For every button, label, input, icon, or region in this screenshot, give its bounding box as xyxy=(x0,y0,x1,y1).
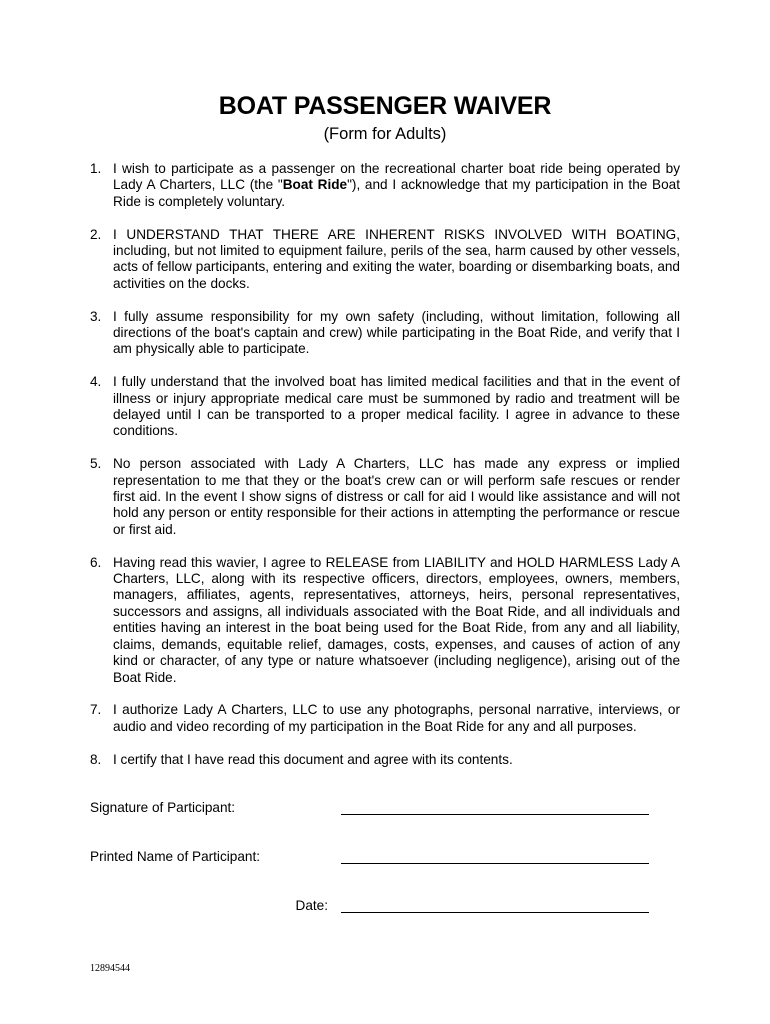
clause-2 xyxy=(90,227,680,293)
clause-text-part: "), and I acknowledge that my participation in the Boat Ride is completely voluntary. xyxy=(113,177,680,209)
document-id: 12894544 xyxy=(90,963,130,974)
clause-text xyxy=(113,161,680,209)
clause-number: 3. xyxy=(90,308,102,324)
clause-6 xyxy=(90,555,680,686)
clause-1 xyxy=(90,161,680,210)
date-label: Date: xyxy=(295,898,328,913)
clause-number: 6. xyxy=(90,554,102,570)
printed-name-label: Printed Name of Participant: xyxy=(90,849,261,864)
clause-number: 4. xyxy=(90,374,102,390)
clause-5 xyxy=(90,456,680,538)
printed-name-line[interactable] xyxy=(341,863,649,864)
date-row xyxy=(90,898,650,918)
clause-number: 7. xyxy=(90,702,102,718)
defined-term: Boat Ride xyxy=(282,177,348,193)
clause-7 xyxy=(90,702,680,735)
clause-text: I fully assume responsibility for my own safety (including, without limitation, following all directions of the boat's captain and crew) while participating in the Boat Ride, and verify that I am physically able to participate. xyxy=(113,308,680,357)
signature-label: Signature of Participant: xyxy=(90,800,236,815)
clause-number: 1. xyxy=(90,161,102,176)
clause-text-part: I wish to participate as a passenger on the recreational charter boat ride being operated by Lady A Charters, LLC (the " xyxy=(113,161,680,193)
clause-text: I certify that I have read this document and agree with its contents. xyxy=(113,751,513,767)
clause-list xyxy=(90,161,680,784)
clause-text: I authorize Lady A Charters, LLC to use any photographs, personal narrative, interviews, or audio and video recording of my participation in the Boat Ride for any and all purposes. xyxy=(113,702,680,734)
clause-number: 2. xyxy=(90,226,102,242)
clause-3 xyxy=(90,309,680,358)
printed-name-row xyxy=(90,849,650,869)
clause-text: I fully understand that the involved boat has limited medical facilities and that in the event of illness or injury appropriate medical care must be summoned by radio and treatment will be delayed until I can be transported to a proper medical facility. I agree in advance to these conditions. xyxy=(113,374,680,439)
date-line[interactable] xyxy=(341,912,649,913)
clause-text: No person associated with Lady A Charters, LLC has made any express or implied representation to me that they or the boat's crew can or will perform safe rescues or render first aid. In the event I show signs of distress or call for aid I would like assistance and will not hold any person or entity responsible for their actions in attempting the performance or rescue or first aid. xyxy=(113,456,680,537)
document-title: BOAT PASSENGER WAIVER xyxy=(218,92,552,120)
clause-text: Having read this wavier, I agree to RELEASE from LIABILITY and HOLD HARMLESS Lady A Charters, LLC, along with its respective officers, directors, employees, owners, members, managers, affiliates, agents, representatives, attorneys, heirs, personal representatives, successors and assigns, all individuals associated with the Boat Ride, and all individuals and entities having an interest in the boat being used for the Boat Ride, from any and all liability, claims, demands, equitable relief, damages, costs, expenses, and causes of action of any kind or character, of any type or nature whatsoever (including negligence), arising out of the Boat Ride. xyxy=(113,554,680,685)
clause-text: I UNDERSTAND THAT THERE ARE INHERENT RISKS INVOLVED WITH BOATING, including, but not limited to equipment failure, perils of the sea, harm caused by other vessels, acts of fellow participants, entering and exiting the water, boarding or disembarking boats, and activities on the docks. xyxy=(113,226,680,291)
clause-number: 8. xyxy=(90,751,102,767)
signature-row xyxy=(90,800,650,820)
clause-4 xyxy=(90,374,680,440)
document-subtitle: (Form for Adults) xyxy=(323,125,447,143)
signature-line[interactable] xyxy=(341,814,649,815)
clause-8 xyxy=(90,752,680,768)
clause-number: 5. xyxy=(90,456,102,472)
